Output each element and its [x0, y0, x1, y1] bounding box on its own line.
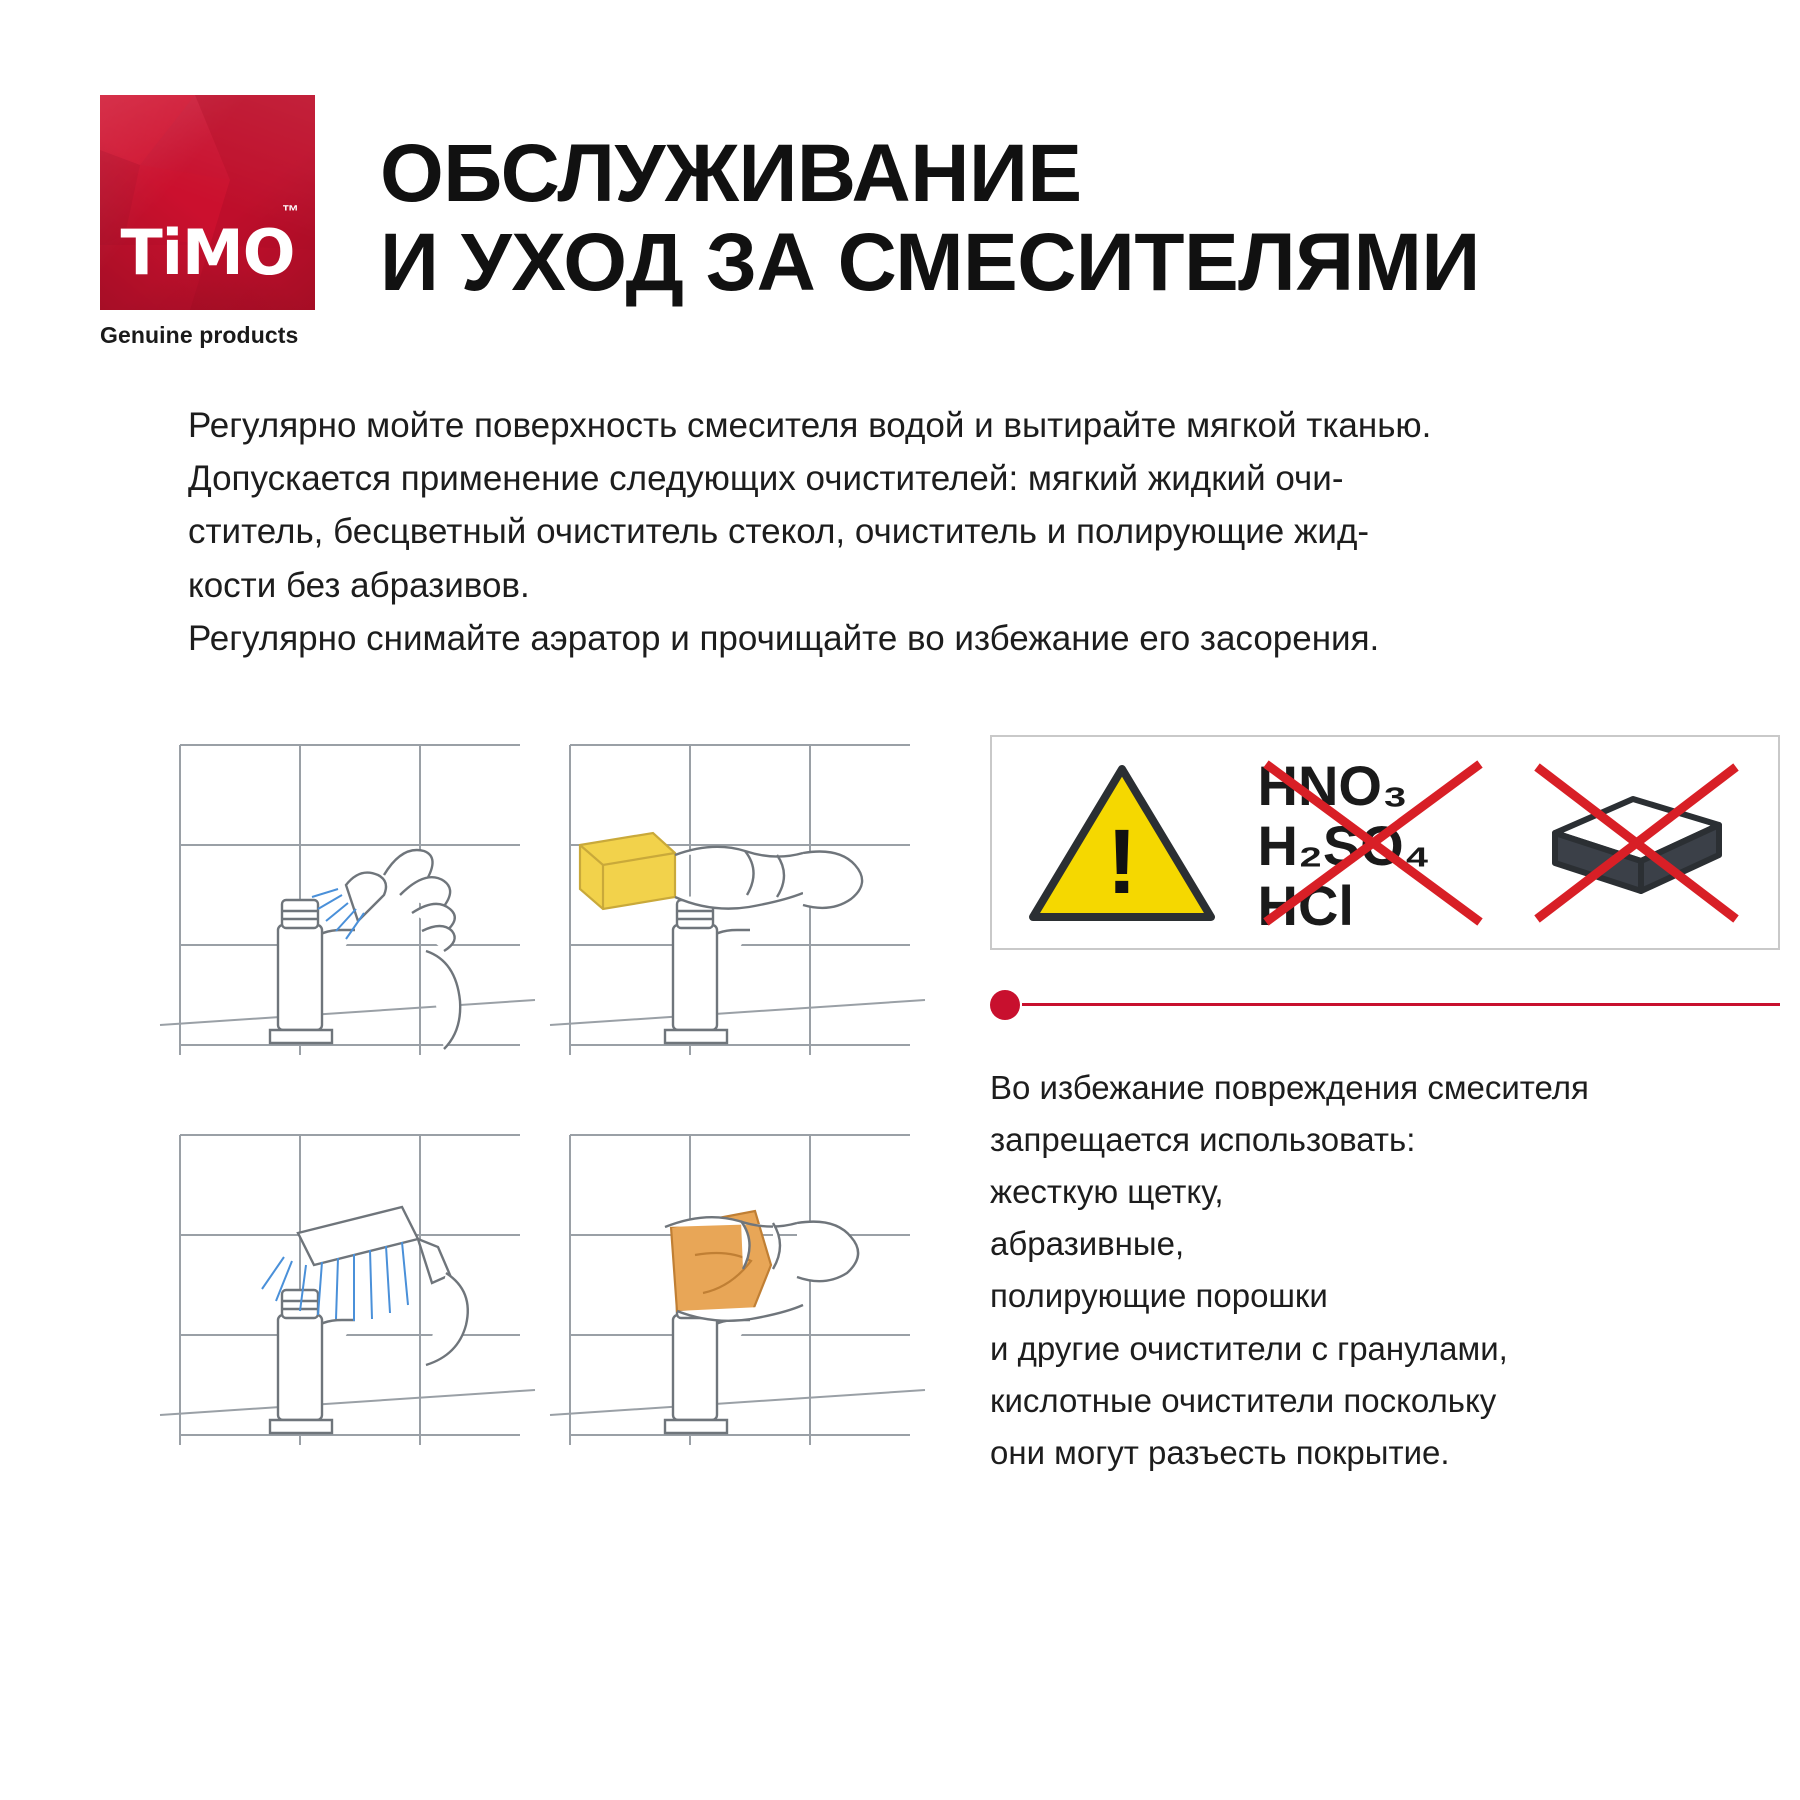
intro-line-5: Регулярно снимайте аэратор и прочищайте во избежание его засорения.	[188, 618, 1380, 658]
warning-line-4: абразивные,	[990, 1225, 1185, 1263]
warning-text	[990, 1062, 1800, 1479]
prohibition-box	[990, 735, 1780, 950]
logo-tagline: Genuine products	[100, 322, 299, 348]
intro-text	[188, 399, 1700, 665]
warning-line-6: и другие очистители с гранулами,	[990, 1329, 1508, 1367]
illustration-shower-rinse	[150, 1115, 545, 1505]
warning-line-1: Во избежание повреждения смесителя	[990, 1068, 1589, 1106]
no-acids-icon	[1258, 750, 1488, 935]
intro-line-2: Допускается применение следующих очистителей: мягкий жидкий очи-	[188, 459, 1344, 499]
chemical-hno3: HNO₃	[1257, 753, 1408, 817]
warning-line-7: кислотные очистители поскольку	[990, 1381, 1497, 1419]
section-divider	[990, 990, 1780, 1020]
warning-triangle-icon	[1027, 757, 1217, 927]
warning-line-5: полирующие порошки	[990, 1277, 1328, 1315]
trademark-symbol: ™	[282, 202, 299, 221]
sponge-icon	[580, 833, 675, 909]
content-area	[0, 725, 1800, 1505]
illustration-group	[150, 725, 940, 1505]
intro-line-3: ститель, бесцветный очиститель стекол, очиститель и полирующие жид-	[188, 512, 1370, 552]
brand-logo	[100, 95, 325, 349]
red-cross-acids	[1258, 750, 1488, 935]
illustration-sponge-clean	[545, 725, 940, 1115]
cloth-icon	[671, 1211, 771, 1315]
logo-wordmark: TiMO	[120, 216, 295, 289]
page-header	[0, 0, 1800, 349]
warning-line-8: они могут разъесть покрытие.	[990, 1433, 1450, 1471]
warning-line-2: запрещается использовать:	[990, 1121, 1416, 1159]
title-line-2: И УХОД ЗА СМЕСИТЕЛЯМИ	[380, 216, 1480, 308]
divider-dot	[990, 990, 1020, 1020]
illustration-rinse-faucet	[150, 725, 545, 1115]
intro-line-4: кости без абразивов.	[188, 565, 530, 605]
no-abrasive-sponge-icon	[1529, 755, 1744, 930]
svg-text:!: !	[1106, 811, 1137, 914]
intro-line-1: Регулярно мойте поверхность смесителя водой и вытирайте мягкой тканью.	[188, 406, 1432, 445]
divider-line	[1022, 1003, 1780, 1006]
warning-column	[940, 725, 1800, 1505]
title-line-1: ОБСЛУЖИВАНИЕ	[380, 128, 1082, 219]
chemical-hcl: HCl	[1257, 873, 1354, 937]
warning-line-3: жесткую щетку,	[990, 1173, 1224, 1211]
page-title	[380, 95, 1480, 307]
red-cross-sponge	[1529, 755, 1744, 930]
logo-box	[100, 95, 315, 310]
chemical-h2so4: H₂SO₄	[1257, 813, 1431, 877]
illustration-cloth-dry	[545, 1115, 940, 1505]
